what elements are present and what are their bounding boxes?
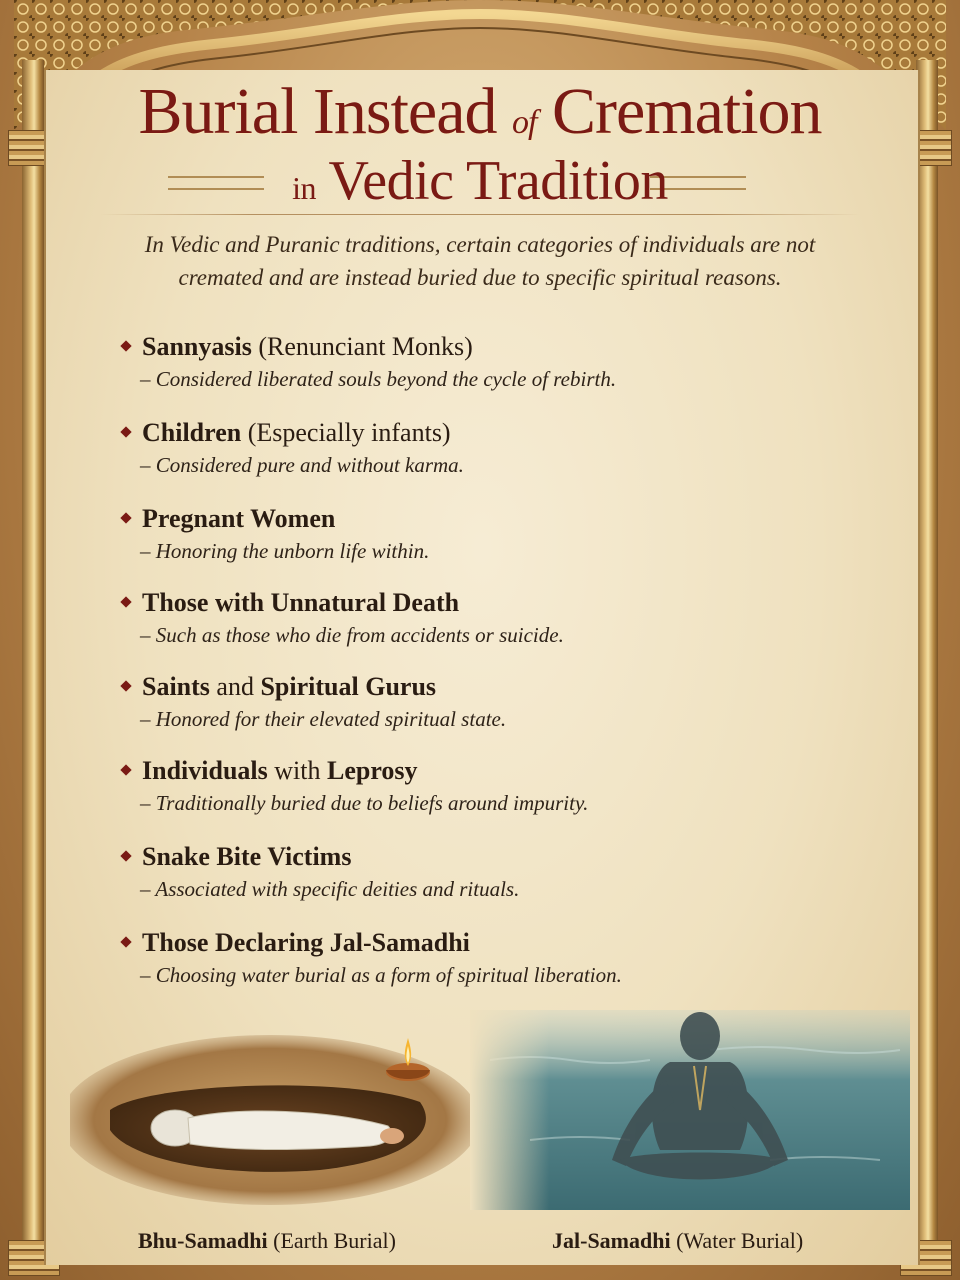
item-note: (Especially infants) [241,418,451,447]
item-title: Snake Bite Victims [142,842,352,871]
intro-text: In Vedic and Puranic traditions, certain categories of individuals are not cremated and are instead buried due to specific spiritual reasons. [144,232,816,290]
diamond-bullet-icon [120,596,131,607]
item-title: Leprosy [326,756,418,785]
item-title: Spiritual Gurus [260,672,437,701]
list-item [118,670,838,734]
caption-title: Jal-Samadhi [552,1228,671,1253]
item-description: – Such as those who die from accidents or suicide. [140,623,564,647]
title-part: Burial Instead [138,75,497,148]
earth-burial-illustration [70,1010,500,1210]
water-burial-caption [552,1226,803,1256]
left-pillar [22,60,44,1265]
item-title: Children [142,418,242,447]
item-note: (Renunciant Monks) [251,332,473,361]
diamond-bullet-icon [120,340,131,351]
item-description: – Considered pure and without karma. [140,453,464,477]
list-item [118,502,838,566]
list-item [118,754,838,818]
item-description: – Considered liberated souls beyond the cycle of rebirth. [140,367,617,391]
item-description: – Honoring the unborn life within. [140,539,430,563]
item-connector: with [267,756,327,785]
caption-note: (Water Burial) [670,1228,804,1253]
title-part: Vedic Tradition [328,150,668,212]
water-burial-illustration [470,1010,910,1210]
list-item [118,586,838,650]
title-part: Cremation [551,75,822,148]
diamond-bullet-icon [120,426,131,437]
item-title: Those with Unnatural Death [142,588,460,617]
caption-note: (Earth Burial) [267,1228,396,1253]
earth-burial-caption [138,1226,396,1256]
item-description: – Honored for their elevated spiritual state. [140,707,507,731]
title-connector: of [512,104,537,141]
item-description: – Associated with specific deities and rituals. [140,877,520,901]
list-item [118,330,838,394]
diamond-bullet-icon [120,850,131,861]
item-connector: and [209,672,261,701]
item-title: Individuals [142,756,268,785]
item-title: Those Declaring Jal-Samadhi [142,928,470,957]
list-item [118,926,838,990]
title-connector: in [292,170,316,206]
item-title: Sannyasis [142,332,252,361]
diamond-bullet-icon [120,764,131,775]
diamond-bullet-icon [120,680,131,691]
title-divider [100,214,860,215]
item-title: Saints [142,672,210,701]
diamond-bullet-icon [120,512,131,523]
caption-title: Bhu-Samadhi [138,1228,268,1253]
diamond-bullet-icon [120,936,131,947]
item-title: Pregnant Women [142,504,336,533]
title-line-2 [0,148,960,221]
item-description: – Choosing water burial as a form of spiritual liberation. [140,963,622,987]
list-item [118,840,838,904]
list-item [118,416,838,480]
item-description: – Traditionally buried due to beliefs around impurity. [140,791,589,815]
